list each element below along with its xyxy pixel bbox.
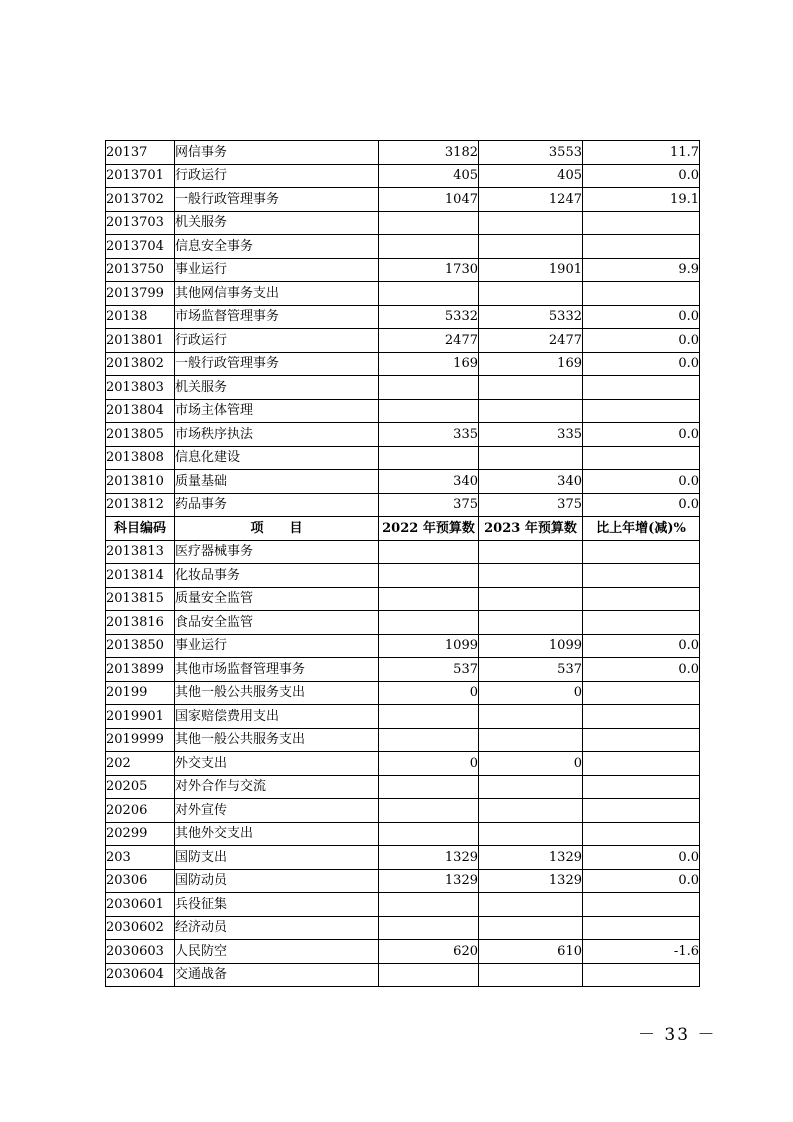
cell-item-name: 化妆品事务 [175, 564, 379, 588]
cell-item-name: 其他市场监督管理事务 [175, 658, 379, 682]
cell-code: 2013810 [106, 470, 175, 494]
cell-budget-2022: 335 [379, 423, 479, 447]
cell-budget-2022: 1099 [379, 634, 479, 658]
cell-budget-2022: 3182 [379, 141, 479, 165]
cell-item-name: 质量安全监管 [175, 587, 379, 611]
cell-code: 2013805 [106, 423, 175, 447]
cell-change [583, 446, 700, 470]
table-row [106, 423, 700, 447]
cell-item-name: 其他网信事务支出 [175, 282, 379, 306]
cell-code: 2013799 [106, 282, 175, 306]
cell-budget-2022 [379, 728, 479, 752]
cell-item-name: 药品事务 [175, 493, 379, 517]
cell-item-name: 行政运行 [175, 164, 379, 188]
cell-budget-2023 [479, 282, 583, 306]
cell-change: 0.0 [583, 305, 700, 329]
cell-code: 2030601 [106, 893, 175, 917]
cell-budget-2022: 1329 [379, 869, 479, 893]
cell-budget-2023: 375 [479, 493, 583, 517]
cell-change [583, 799, 700, 823]
cell-change [583, 752, 700, 776]
cell-item-name: 信息安全事务 [175, 235, 379, 259]
cell-code: 2013814 [106, 564, 175, 588]
cell-budget-2023: 1329 [479, 869, 583, 893]
cell-budget-2022: 340 [379, 470, 479, 494]
cell-change: 0.0 [583, 658, 700, 682]
cell-budget-2022: 1329 [379, 846, 479, 870]
cell-budget-2022 [379, 587, 479, 611]
cell-budget-2022 [379, 446, 479, 470]
table-body-top [106, 141, 700, 517]
cell-change: 0.0 [583, 493, 700, 517]
cell-code: 2013804 [106, 399, 175, 423]
cell-budget-2022 [379, 893, 479, 917]
cell-code: 2013850 [106, 634, 175, 658]
cell-item-name: 外交支出 [175, 752, 379, 776]
cell-budget-2023 [479, 235, 583, 259]
cell-item-name: 兵役征集 [175, 893, 379, 917]
cell-change [583, 540, 700, 564]
cell-change [583, 963, 700, 987]
cell-code: 203 [106, 846, 175, 870]
cell-budget-2023: 0 [479, 752, 583, 776]
cell-budget-2023: 335 [479, 423, 583, 447]
cell-budget-2022 [379, 211, 479, 235]
cell-code: 2013704 [106, 235, 175, 259]
cell-code: 2013750 [106, 258, 175, 282]
cell-change [583, 564, 700, 588]
table-row [106, 775, 700, 799]
cell-code: 2013815 [106, 587, 175, 611]
cell-change [583, 376, 700, 400]
table-row [106, 470, 700, 494]
table-row [106, 893, 700, 917]
cell-code: 20137 [106, 141, 175, 165]
cell-budget-2023 [479, 564, 583, 588]
header-change: 比上年增(减)% [583, 517, 700, 541]
table-header-repeat [106, 517, 700, 541]
cell-budget-2023 [479, 893, 583, 917]
table-row [106, 587, 700, 611]
cell-budget-2022 [379, 916, 479, 940]
cell-budget-2023 [479, 775, 583, 799]
cell-change: 0.0 [583, 352, 700, 376]
cell-item-name: 经济动员 [175, 916, 379, 940]
cell-budget-2022: 1047 [379, 188, 479, 212]
cell-code: 2030604 [106, 963, 175, 987]
table-row [106, 399, 700, 423]
cell-change: 0.0 [583, 634, 700, 658]
cell-budget-2022: 620 [379, 940, 479, 964]
cell-budget-2023: 537 [479, 658, 583, 682]
cell-budget-2022 [379, 540, 479, 564]
table-body-bottom [106, 540, 700, 987]
cell-budget-2023 [479, 728, 583, 752]
cell-budget-2023 [479, 916, 583, 940]
cell-budget-2023 [479, 963, 583, 987]
table-row [106, 211, 700, 235]
cell-code: 2013808 [106, 446, 175, 470]
table-row [106, 564, 700, 588]
cell-budget-2023: 0 [479, 681, 583, 705]
cell-code: 2013802 [106, 352, 175, 376]
table-row [106, 258, 700, 282]
cell-code: 20138 [106, 305, 175, 329]
cell-code: 202 [106, 752, 175, 776]
cell-budget-2022: 2477 [379, 329, 479, 353]
table-row [106, 846, 700, 870]
table-row [106, 940, 700, 964]
cell-budget-2023: 1329 [479, 846, 583, 870]
cell-code: 20199 [106, 681, 175, 705]
cell-budget-2022: 0 [379, 681, 479, 705]
cell-budget-2022: 537 [379, 658, 479, 682]
cell-budget-2023 [479, 799, 583, 823]
cell-code: 2013816 [106, 611, 175, 635]
cell-item-name: 对外合作与交流 [175, 775, 379, 799]
cell-item-name: 一般行政管理事务 [175, 188, 379, 212]
cell-budget-2022 [379, 963, 479, 987]
table-row [106, 164, 700, 188]
cell-change [583, 775, 700, 799]
cell-change [583, 822, 700, 846]
cell-budget-2022 [379, 376, 479, 400]
cell-item-name: 人民防空 [175, 940, 379, 964]
budget-table [105, 140, 700, 987]
cell-item-name: 国防支出 [175, 846, 379, 870]
cell-code: 20205 [106, 775, 175, 799]
cell-change [583, 587, 700, 611]
cell-change [583, 611, 700, 635]
cell-item-name: 事业运行 [175, 258, 379, 282]
table-row [106, 235, 700, 259]
table-row [106, 869, 700, 893]
cell-code: 2013703 [106, 211, 175, 235]
cell-item-name: 国防动员 [175, 869, 379, 893]
table-row [106, 799, 700, 823]
cell-code: 2019901 [106, 705, 175, 729]
cell-item-name: 质量基础 [175, 470, 379, 494]
header-budget-2022: 2022 年预算数 [379, 517, 479, 541]
cell-budget-2023: 1901 [479, 258, 583, 282]
table-row [106, 188, 700, 212]
cell-budget-2022 [379, 282, 479, 306]
cell-item-name: 网信事务 [175, 141, 379, 165]
cell-item-name: 其他外交支出 [175, 822, 379, 846]
cell-budget-2023 [479, 211, 583, 235]
cell-code: 2013899 [106, 658, 175, 682]
cell-budget-2023 [479, 822, 583, 846]
cell-budget-2023: 1099 [479, 634, 583, 658]
cell-change: -1.6 [583, 940, 700, 964]
table-row [106, 282, 700, 306]
cell-budget-2022: 1730 [379, 258, 479, 282]
cell-budget-2023 [479, 611, 583, 635]
cell-change: 0.0 [583, 164, 700, 188]
cell-item-name: 市场秩序执法 [175, 423, 379, 447]
cell-change [583, 681, 700, 705]
cell-change: 19.1 [583, 188, 700, 212]
table-row [106, 728, 700, 752]
page-number: － 33 － [638, 1025, 717, 1045]
cell-budget-2023 [479, 587, 583, 611]
cell-change [583, 235, 700, 259]
cell-item-name: 医疗器械事务 [175, 540, 379, 564]
cell-code: 20299 [106, 822, 175, 846]
cell-change [583, 211, 700, 235]
cell-budget-2022 [379, 564, 479, 588]
cell-budget-2023: 610 [479, 940, 583, 964]
header-item: 项 目 [175, 517, 379, 541]
cell-budget-2023: 169 [479, 352, 583, 376]
cell-item-name: 对外宣传 [175, 799, 379, 823]
cell-item-name: 其他一般公共服务支出 [175, 728, 379, 752]
cell-change: 0.0 [583, 329, 700, 353]
cell-budget-2023: 1247 [479, 188, 583, 212]
cell-code: 2019999 [106, 728, 175, 752]
cell-code: 2013702 [106, 188, 175, 212]
table-row [106, 446, 700, 470]
cell-code: 2013803 [106, 376, 175, 400]
header-budget-2023: 2023 年预算数 [479, 517, 583, 541]
table-row [106, 681, 700, 705]
cell-change: 0.0 [583, 869, 700, 893]
cell-item-name: 事业运行 [175, 634, 379, 658]
table-row [106, 822, 700, 846]
cell-budget-2022: 169 [379, 352, 479, 376]
cell-budget-2022 [379, 235, 479, 259]
cell-change [583, 399, 700, 423]
table-row [106, 141, 700, 165]
cell-budget-2022: 0 [379, 752, 479, 776]
cell-code: 20306 [106, 869, 175, 893]
cell-budget-2022: 5332 [379, 305, 479, 329]
cell-item-name: 市场监督管理事务 [175, 305, 379, 329]
table-row [106, 752, 700, 776]
cell-item-name: 市场主体管理 [175, 399, 379, 423]
cell-change [583, 916, 700, 940]
cell-budget-2023 [479, 705, 583, 729]
cell-budget-2022 [379, 799, 479, 823]
cell-budget-2023 [479, 399, 583, 423]
cell-budget-2022: 375 [379, 493, 479, 517]
cell-code: 2013801 [106, 329, 175, 353]
cell-item-name: 一般行政管理事务 [175, 352, 379, 376]
table-row [106, 658, 700, 682]
cell-item-name: 机关服务 [175, 376, 379, 400]
cell-item-name: 行政运行 [175, 329, 379, 353]
cell-budget-2022 [379, 822, 479, 846]
table-row [106, 305, 700, 329]
table-row [106, 611, 700, 635]
table-row [106, 705, 700, 729]
cell-change [583, 728, 700, 752]
table-row [106, 329, 700, 353]
cell-change [583, 705, 700, 729]
cell-change [583, 282, 700, 306]
cell-budget-2023 [479, 540, 583, 564]
cell-budget-2023: 2477 [479, 329, 583, 353]
cell-budget-2022: 405 [379, 164, 479, 188]
cell-change: 0.0 [583, 470, 700, 494]
cell-item-name: 国家赔偿费用支出 [175, 705, 379, 729]
cell-code: 20206 [106, 799, 175, 823]
cell-budget-2022 [379, 705, 479, 729]
table-row [106, 352, 700, 376]
cell-budget-2022 [379, 775, 479, 799]
table-row [106, 376, 700, 400]
cell-budget-2023: 5332 [479, 305, 583, 329]
cell-code: 2013813 [106, 540, 175, 564]
cell-budget-2023: 405 [479, 164, 583, 188]
cell-code: 2030603 [106, 940, 175, 964]
cell-item-name: 食品安全监管 [175, 611, 379, 635]
cell-item-name: 其他一般公共服务支出 [175, 681, 379, 705]
table-row [106, 634, 700, 658]
cell-budget-2023: 340 [479, 470, 583, 494]
cell-item-name: 交通战备 [175, 963, 379, 987]
header-row [106, 517, 700, 541]
table-row [106, 963, 700, 987]
cell-budget-2023 [479, 446, 583, 470]
table-row [106, 916, 700, 940]
cell-item-name: 机关服务 [175, 211, 379, 235]
cell-budget-2023 [479, 376, 583, 400]
cell-change: 11.7 [583, 141, 700, 165]
cell-change: 0.0 [583, 846, 700, 870]
cell-change [583, 893, 700, 917]
table-row [106, 493, 700, 517]
cell-budget-2022 [379, 399, 479, 423]
table-row [106, 540, 700, 564]
cell-change: 9.9 [583, 258, 700, 282]
header-code: 科目编码 [106, 517, 175, 541]
cell-budget-2022 [379, 611, 479, 635]
cell-change: 0.0 [583, 423, 700, 447]
cell-budget-2023: 3553 [479, 141, 583, 165]
cell-code: 2030602 [106, 916, 175, 940]
cell-code: 2013812 [106, 493, 175, 517]
cell-code: 2013701 [106, 164, 175, 188]
cell-item-name: 信息化建设 [175, 446, 379, 470]
